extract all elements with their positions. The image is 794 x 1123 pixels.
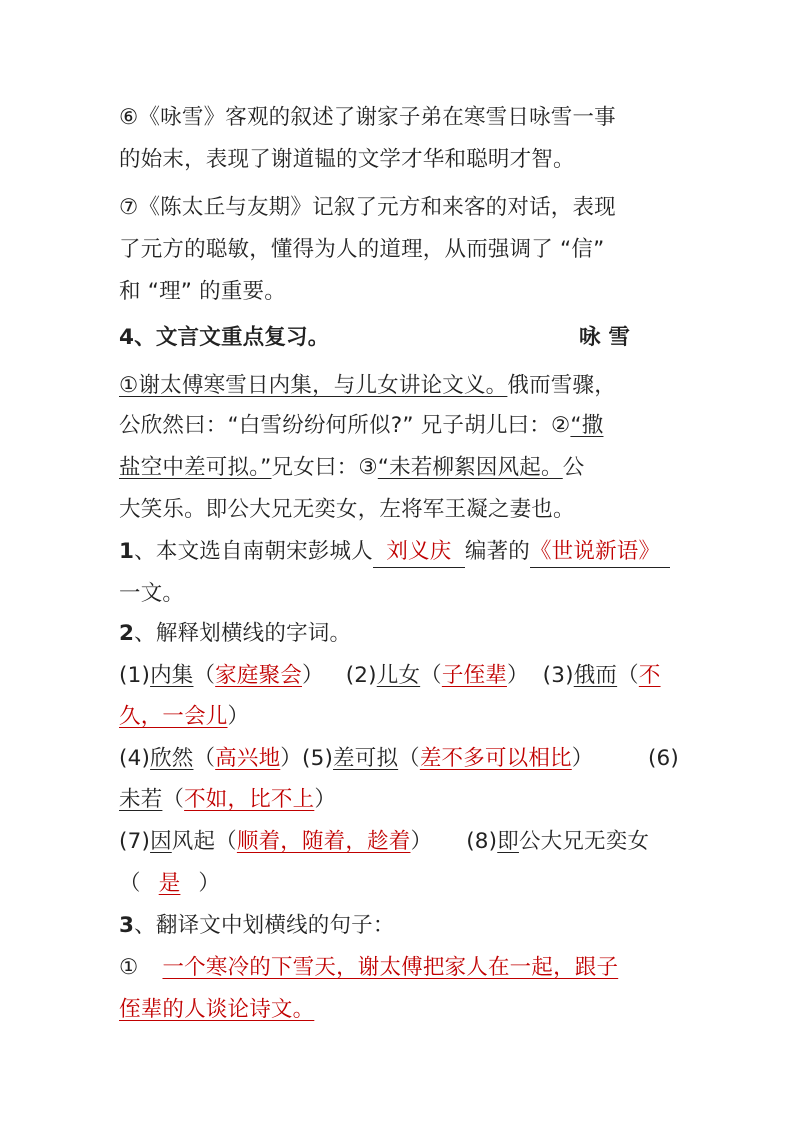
item-6-answer: 不如，比不上 (184, 787, 315, 812)
marker-3: ③ (358, 455, 378, 480)
item-5-word: 差可拟 (333, 746, 399, 771)
passage-text: 公欣然曰：“白雪纷纷何所似?” 兄子胡儿曰： (119, 413, 551, 438)
answer-author: 刘义庆 (386, 539, 452, 564)
question-2-row-5: (7)因风起（顺着，随着，趁着） (8)即公大兄无奕女 (119, 829, 650, 854)
question-2-row-3: (4)欣然（高兴地）(5)差可拟（差不多可以相比） (6) (119, 739, 679, 779)
item-3-answer-part-2: 久，一会儿 (119, 704, 228, 729)
item-7-rest: 风起 (171, 829, 216, 854)
question-2-row-4: 未若（不如，比不上） (119, 787, 337, 812)
item-5-label: (5) (301, 746, 334, 771)
item-3-answer-part-1: 不 (638, 663, 661, 688)
item-8-label: (8) (466, 829, 498, 854)
item-5-answer: 差不多可以相比 (419, 746, 572, 771)
question-1-line-2: 一文。 (119, 581, 185, 606)
para-6-line-2: 的始末，表现了谢道韫的文学才华和聪明才智。 (119, 147, 575, 172)
para-7-line-2: 了元方的聪敏，懂得为人的道理，从而强调了 “信” (119, 237, 605, 262)
passage-line-4: 大笑乐。即公大兄无奕女，左将军王凝之妻也。 (119, 497, 575, 522)
item-8-answer: 是 (158, 871, 181, 896)
passage-line-2 (119, 406, 679, 446)
item-7-label: (7) (119, 829, 151, 854)
item-4-answer: 高兴地 (215, 746, 281, 771)
answer-1-label: ① (119, 955, 139, 980)
passage-underlined-sentence-2-cont: 盐空中差可拟。” (119, 455, 272, 480)
question-2-number: 2 (119, 621, 135, 646)
answer-book: 《世说新语》 (529, 539, 661, 564)
item-6-label: (6) (647, 746, 679, 771)
passage-text: 兄女曰： (271, 455, 359, 480)
question-2-row-6: （ 是 ） (119, 871, 221, 896)
item-3-word: 俄而 (573, 663, 618, 688)
item-1-answer: 家庭聚会 (215, 663, 302, 688)
question-1-number: 1 (119, 539, 135, 564)
passage-underlined-sentence-1: ①谢太傅寒雪日内集，与儿女讲论文义。 (119, 373, 508, 398)
passage-text: 俄而雪骤， (507, 373, 616, 398)
question-1-line-1 (119, 532, 679, 572)
item-4-label: (4) (119, 746, 151, 771)
item-1-label: (1) (119, 663, 151, 688)
question-3-heading (119, 906, 679, 946)
item-1-word: 内集 (150, 663, 194, 688)
answer-1-text-part-2: 侄辈的人谈论诗文。 (119, 997, 315, 1022)
question-2-row-1: (1)内集（家庭聚会） (2)儿女（子侄辈） (3)俄而（不 (119, 663, 661, 688)
section-4-heading (119, 318, 679, 358)
marker-2: ② (550, 413, 571, 438)
passage-line-3 (119, 448, 679, 488)
item-2-word: 儿女 (376, 663, 421, 688)
question-3-answer-line-1 (119, 948, 679, 988)
question-1-text: 编著的 (464, 539, 530, 564)
answer-book-blank (530, 537, 670, 568)
item-7-answer: 顺着，随着，趁着 (236, 829, 411, 854)
question-1-text: 、本文选自南朝宋彭城人 (134, 539, 373, 564)
item-6-word: 未若 (119, 787, 163, 812)
passage-underlined-sentence-2: “撒 (570, 413, 604, 438)
section-4-label: 4、文言文重点复习。 (119, 325, 330, 350)
passage-title: 咏 雪 (579, 325, 631, 350)
item-3-label: (3) (542, 663, 574, 688)
item-4-word: 欣然 (150, 746, 194, 771)
para-7-line-3: 和 “理” 的重要。 (119, 279, 286, 304)
para-7-line-1: ⑦《陈太丘与友期》记叙了元方和来客的对话，表现 (119, 195, 616, 220)
para-6-line-1: ⑥《咏雪》客观的叙述了谢家子弟在寒雪日咏雪一事 (119, 105, 616, 130)
question-2-row-2: 久，一会儿） (119, 704, 250, 729)
question-2-heading (119, 614, 679, 654)
item-2-label: (2) (345, 663, 377, 688)
passage-line-1 (119, 366, 679, 406)
item-7-word: 因 (150, 829, 172, 854)
question-3-number: 3 (119, 913, 135, 938)
passage-underlined-sentence-3: “未若柳絮因风起。 (377, 455, 563, 480)
item-2-answer: 子侄辈 (441, 663, 507, 688)
question-2-text: 、解释划横线的字词。 (134, 621, 352, 646)
item-8-word: 即 (497, 829, 519, 854)
passage-text: 公 (562, 455, 585, 480)
question-3-text: 、翻译文中划横线的句子： (134, 913, 395, 938)
answer-1-text-part-1: 一个寒冷的下雪天，谢太傅把家人在一起，跟子 (162, 955, 619, 980)
item-8-rest: 公大兄无奕女 (518, 829, 650, 854)
question-3-answer-line-2 (119, 990, 679, 1030)
answer-author-blank (373, 537, 465, 568)
